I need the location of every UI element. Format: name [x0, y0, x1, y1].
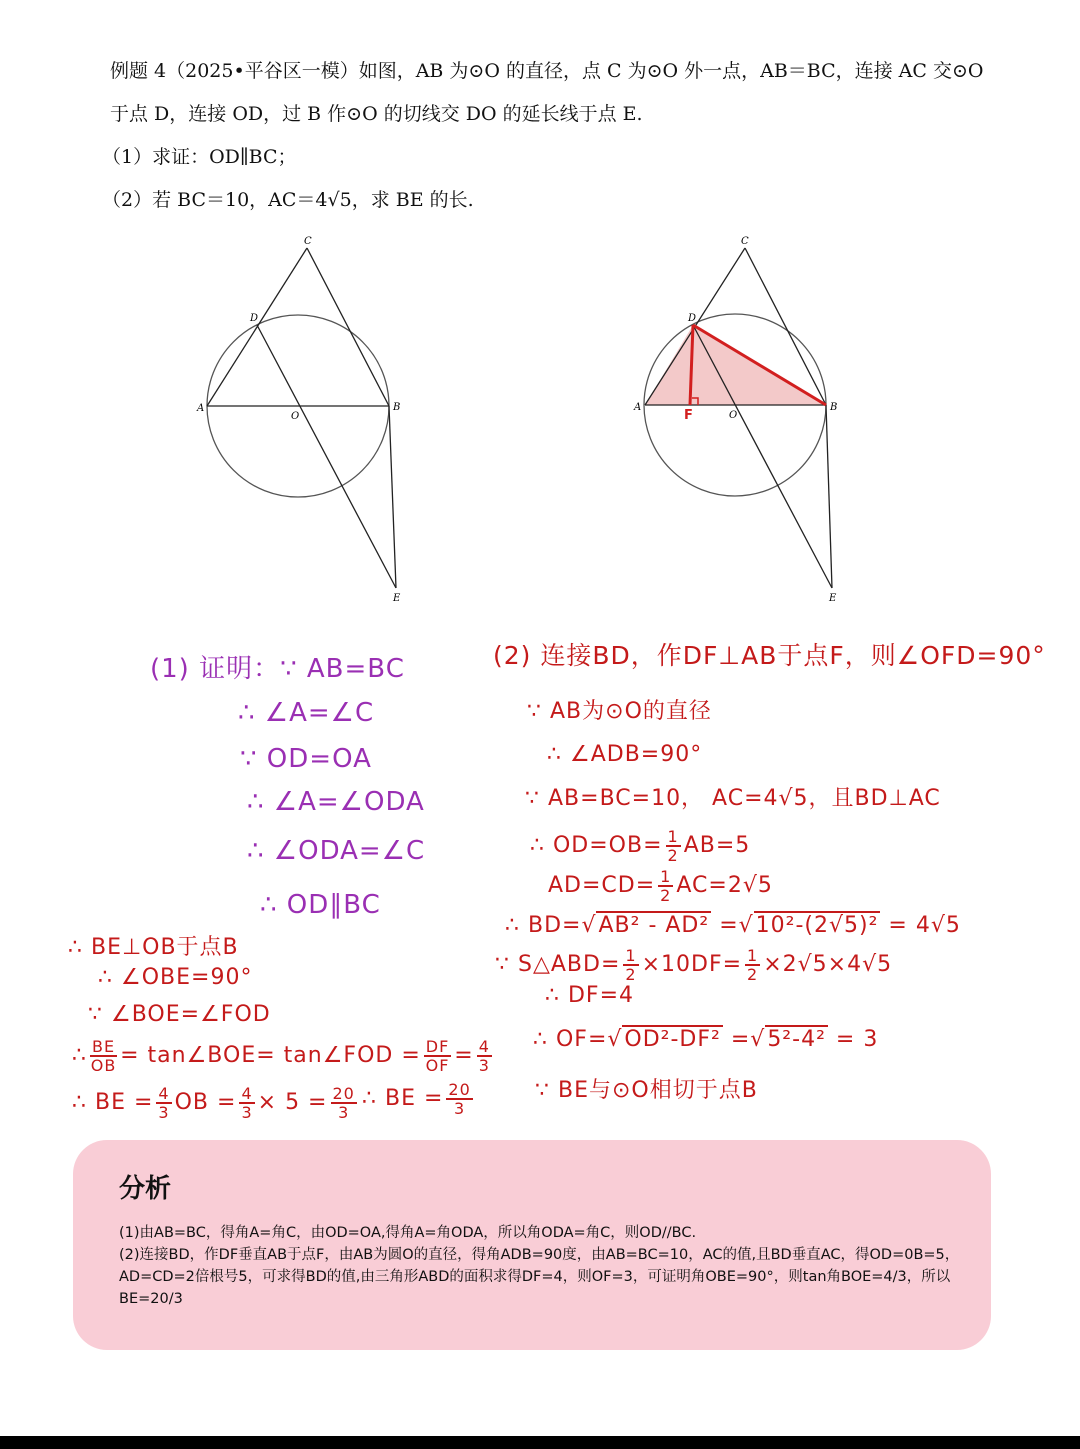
proof1-line-6: ∴ OD∥BC: [260, 890, 381, 920]
fraction-20-3: [446, 1081, 472, 1117]
fraction-half: [745, 947, 760, 983]
analysis-line-1: (1)由AB=BC，得角A=角C，由OD=OA,得角A=角ODA，所以角ODA=角C，则OD//BC.: [119, 1225, 697, 1241]
proof2-line-8: [495, 947, 892, 983]
proof2-line-2: ∵ AB为⊙O的直径: [527, 699, 712, 724]
segment-ac: [207, 248, 307, 406]
figure-right: [620, 225, 860, 610]
proof3-line-2: ∴ ∠OBE=90°: [98, 965, 253, 990]
proof2-line-10: [533, 1027, 878, 1052]
analysis-box: [73, 1140, 991, 1350]
proof2-line-8-b: ×10DF=: [641, 952, 743, 977]
proof1-line-4: ∴ ∠A=∠ODA: [247, 787, 425, 817]
fraction-half: [623, 947, 638, 983]
proof2-line-10-c: =√: [730, 1027, 766, 1052]
problem-line-2: 于点 D，连接 OD，过 B 作⊙O 的切线交 DO 的延长线于点 E.: [110, 103, 643, 125]
proof3-line-5: [72, 1085, 360, 1121]
label-b: B: [393, 402, 401, 413]
proof3-line-4-c: =: [454, 1043, 474, 1068]
fraction-4-3: [156, 1085, 171, 1121]
proof2-line-11: ∵ BE与⊙O相切于点B: [535, 1078, 758, 1103]
label-d: D: [688, 313, 697, 324]
proof3-line-6: [362, 1081, 476, 1117]
segment-be: [826, 405, 832, 588]
analysis-line-2: (2)连接BD，作DF垂直AB于点F，由AB为圆O的直径，得角ADB=90度，由AB=BC=10，AC的值,且BD垂直AC，得OD=0B=5，AD=CD=2倍根号5，可求得BD的值,由三角形ABD的面积求得DF=4，则OF=3，可证明角OBE=90°，则tan角BOE=4/3，所以BE=20/3: [119, 1247, 960, 1307]
fraction-num: 1: [660, 867, 672, 886]
fraction-be-ob: [90, 1038, 117, 1074]
triangle-abd-fill: [645, 325, 826, 405]
proof3-line-1: ∴ BE⊥OB于点B: [68, 935, 239, 960]
proof2-line-6-b: AC=2√5: [676, 873, 773, 898]
fraction-num: 4: [241, 1084, 253, 1103]
fraction-num: 1: [747, 946, 759, 965]
proof3-line-3: ∵ ∠BOE=∠FOD: [88, 1002, 271, 1027]
label-d: D: [250, 313, 259, 324]
analysis-text: [119, 1222, 969, 1310]
fraction-den: 2: [660, 886, 672, 905]
fraction-den: 2: [667, 846, 679, 865]
problem-line-1: 例题 4（2025•平谷区一模）如图，AB 为⊙O 的直径，点 C 为⊙O 外一点，AB＝BC，连接 AC 交⊙O: [110, 60, 984, 82]
fraction-num: 20: [332, 1084, 355, 1103]
proof2-line-8-a: ∵ S△ABD=: [495, 952, 621, 977]
fraction-den: OF: [425, 1056, 450, 1075]
proof2-line-10-d: 5²-4²: [767, 1027, 826, 1052]
fraction-num: 4: [158, 1084, 170, 1103]
fraction-4-3: [477, 1038, 492, 1074]
proof2-line-5-a: ∴ OD=OB=: [530, 833, 663, 858]
proof2-line-4: ∵ AB=BC=10， AC=4√5，且BD⊥AC: [525, 786, 941, 811]
proof1-line-3: ∵ OD=OA: [240, 744, 372, 774]
proof2-line-9: ∴ DF=4: [545, 983, 635, 1008]
fraction-den: 3: [478, 1056, 490, 1075]
proof2-line-5-b: AB=5: [683, 833, 751, 858]
fraction-den: 2: [625, 965, 637, 984]
fraction-num: DF: [425, 1037, 450, 1056]
label-f: F: [684, 408, 693, 423]
proof2-line-6: [548, 868, 773, 904]
fraction-df-of: [424, 1038, 452, 1074]
proof3-line-4-b: = tan∠BOE= tan∠FOD =: [120, 1043, 421, 1068]
proof2-line-10-b: OD²-DF²: [624, 1027, 721, 1052]
label-c: C: [741, 236, 749, 247]
analysis-title: 分析: [119, 1174, 172, 1204]
label-e: E: [829, 593, 837, 604]
fraction-den: 3: [454, 1099, 466, 1118]
fraction-4-3: [239, 1085, 254, 1121]
problem-part-1: （1）求证：OD∥BC；: [102, 146, 297, 168]
proof2-line-3: ∴ ∠ADB=90°: [547, 742, 703, 767]
proof2-line-7-b: AB² - AD²: [598, 913, 710, 938]
fraction-den: 2: [747, 965, 759, 984]
proof1-line-2: ∴ ∠A=∠C: [238, 698, 375, 728]
proof2-line-10-e: = 3: [835, 1027, 879, 1052]
proof3-line-5-a: ∴ BE =: [72, 1090, 154, 1115]
fraction-num: 4: [478, 1037, 490, 1056]
proof3-line-6-a: ∴ BE =: [362, 1086, 444, 1111]
problem-part-2: （2）若 BC＝10，AC＝4√5，求 BE 的长.: [102, 189, 474, 211]
fraction-num: 20: [448, 1080, 471, 1099]
fraction-den: OB: [90, 1056, 117, 1075]
therefore-mark: ∴: [72, 1043, 87, 1068]
label-e: E: [393, 593, 401, 604]
fraction-num: 1: [625, 946, 637, 965]
segment-de: [257, 325, 396, 588]
proof3-line-5-c: × 5 =: [257, 1090, 328, 1115]
fraction-num: BE: [92, 1037, 116, 1056]
segment-de: [693, 325, 832, 588]
label-o: O: [291, 411, 300, 422]
figure-left: [180, 225, 420, 610]
label-o: O: [729, 410, 738, 421]
proof1-line-1: (1) 证明：∵ AB=BC: [150, 654, 405, 684]
proof3-line-4: [72, 1038, 495, 1074]
bottom-bar: [0, 1436, 1080, 1449]
proof2-line-7: [505, 913, 961, 938]
proof2-line-7-a: ∴ BD=√: [505, 913, 597, 938]
segment-be: [389, 406, 396, 588]
proof2-line-5: [530, 828, 750, 864]
fraction-den: 3: [241, 1103, 253, 1122]
proof2-line-10-a: ∴ OF=√: [533, 1027, 623, 1052]
label-a: A: [197, 403, 205, 414]
fraction-20-3: [331, 1085, 357, 1121]
proof2-line-7-c: =√: [719, 913, 754, 938]
fraction-den: 3: [338, 1103, 350, 1122]
proof2-line-7-e: = 4√5: [888, 913, 961, 938]
proof2-line-6-a: AD=CD=: [548, 873, 656, 898]
proof2-line-7-d: 10²-(2√5)²: [755, 913, 879, 938]
fraction-half: [658, 868, 673, 904]
fraction-num: 1: [667, 827, 679, 846]
problem-statement: [102, 50, 1010, 222]
fraction-den: 3: [158, 1103, 170, 1122]
label-a: A: [634, 402, 642, 413]
label-b: B: [830, 402, 838, 413]
proof2-line-8-c: ×2√5×4√5: [763, 952, 893, 977]
label-c: C: [304, 236, 312, 247]
segment-bc: [307, 248, 389, 406]
proof2-line-1: (2) 连接BD，作DF⊥AB于点F，则∠OFD=90°: [493, 641, 1046, 670]
fraction-half: [666, 828, 681, 864]
proof3-line-5-b: OB =: [174, 1090, 237, 1115]
proof1-line-5: ∴ ∠ODA=∠C: [247, 836, 426, 866]
